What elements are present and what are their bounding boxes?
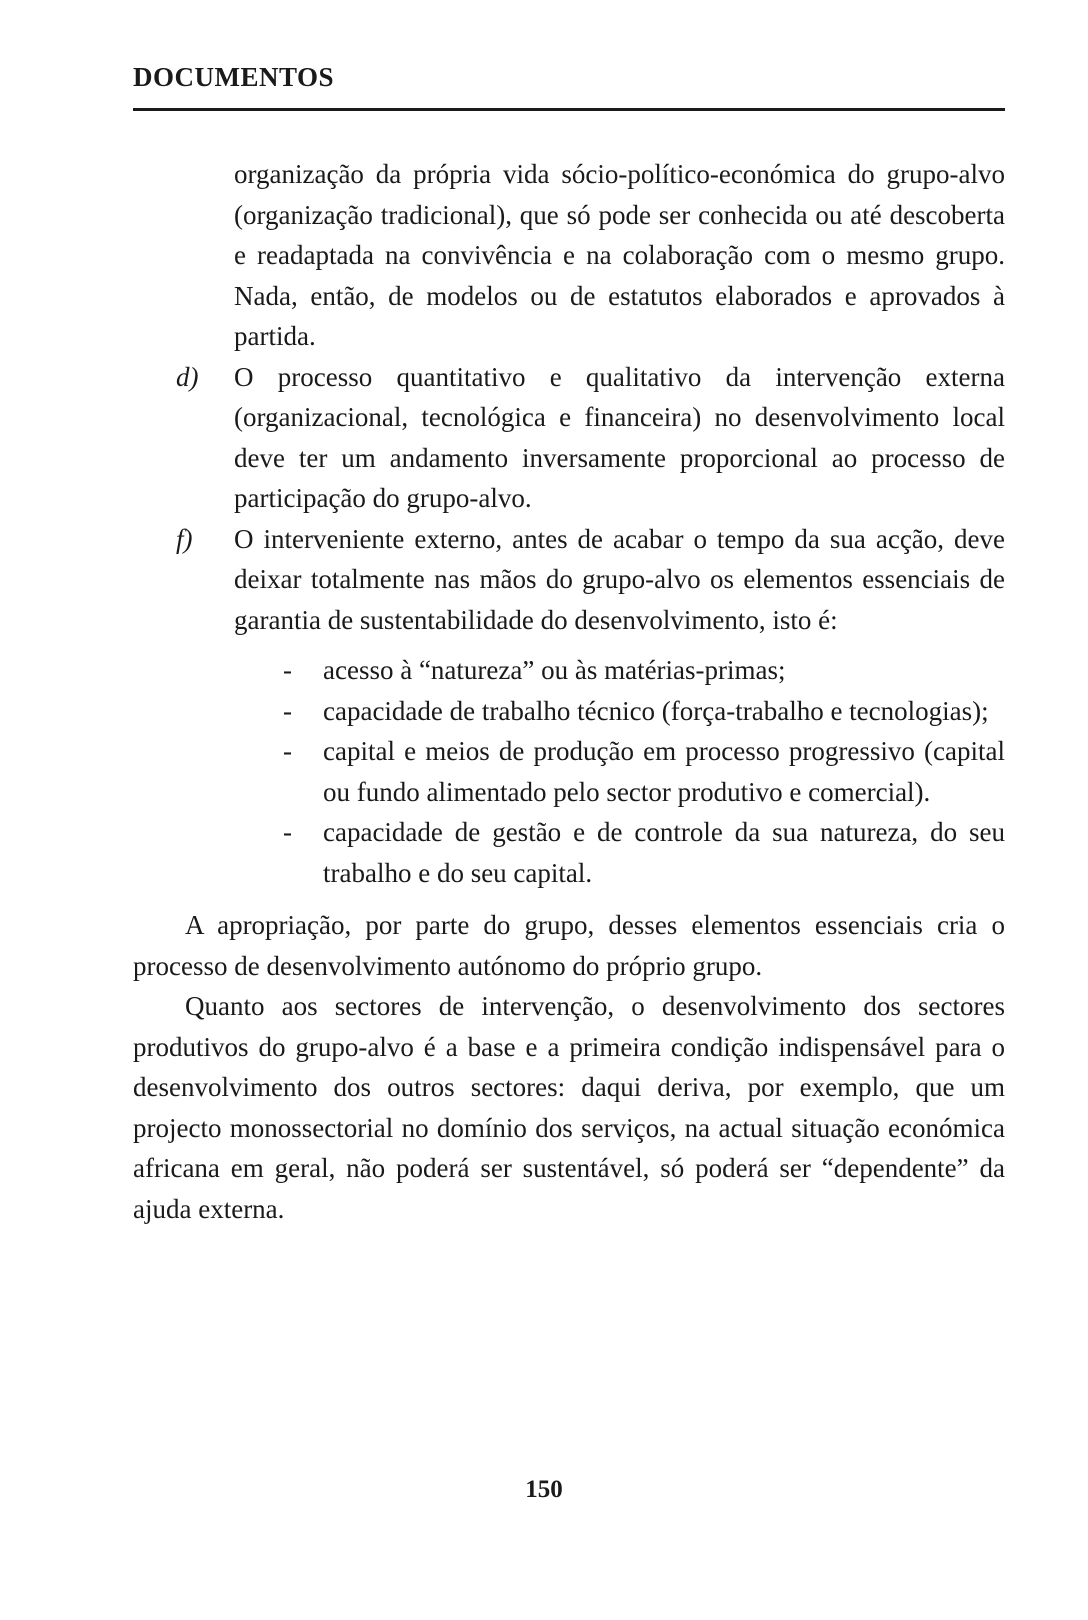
bullet-item: [283, 650, 1005, 691]
header-rule: [133, 108, 1005, 111]
bullet-item: [283, 812, 1005, 893]
list-marker-d: d): [176, 361, 199, 392]
bullet-text: capacidade de trabalho técnico (força-trabalho e tecnologias);: [323, 695, 989, 726]
list-item-f: [176, 519, 1005, 641]
list-item-d: [176, 357, 1005, 519]
bullet-dash: -: [283, 817, 292, 847]
list-marker-f: f): [176, 523, 193, 554]
essential-elements-list: [133, 650, 1005, 893]
bullet-text: acesso à “natureza” ou às matérias-primas;: [323, 655, 786, 685]
body-paragraph: A apropriação, por parte do grupo, desses elementos essenciais cria o processo de desenvolvimento autónomo do próprio grupo.: [133, 910, 1005, 981]
continuation-paragraph: organização da própria vida sócio-político-económica do grupo-alvo (organização tradicional), que só pode ser conhecida ou até descoberta e readaptada na convivência e na colaboração com o mesmo grupo. Nada, então, de modelos ou de estatutos elaborados e aprovados à partida.: [234, 159, 1005, 351]
page-body: [133, 154, 1005, 1229]
page-number: 150: [525, 1476, 563, 1503]
bullet-text: capacidade de gestão e de controle da sua natureza, do seu trabalho e do seu capital.: [323, 817, 1005, 888]
bullet-dash: -: [283, 695, 292, 726]
running-header: DOCUMENTOS: [133, 62, 335, 92]
bullet-item: [283, 731, 1005, 812]
body-paragraph: Quanto aos sectores de intervenção, o desenvolvimento dos sectores produtivos do grupo-alvo é a base e a primeira condição indispensável para o desenvolvimento dos outros sectores: daqui deriva, por exemplo, que um projecto monossectorial no domínio dos serviços, na actual situação económica africana em geral, não poderá ser sustentável, só poderá ser “dependente” da ajuda externa.: [133, 991, 1005, 1224]
list-item-d-text: O processo quantitativo e qualitativo da intervenção externa (organizacional, tecnológica e financeira) no desenvolvimento local deve ter um andamento inversamente proporcional ao processo de participação do grupo-alvo.: [234, 361, 1005, 513]
bullet-dash: -: [283, 655, 292, 685]
list-item-f-text: O interveniente externo, antes de acabar o tempo da sua acção, deve deixar totalmente nas mãos do grupo-alvo os elementos essenciais de garantia de sustentabilidade do desenvolvimento, isto é:: [234, 523, 1005, 635]
bullet-item: [283, 691, 1005, 732]
bullet-dash: -: [283, 736, 292, 766]
bullet-text: capital e meios de produção em processo progressivo (capital ou fundo alimentado pelo sector produtivo e comercial).: [323, 736, 1005, 807]
